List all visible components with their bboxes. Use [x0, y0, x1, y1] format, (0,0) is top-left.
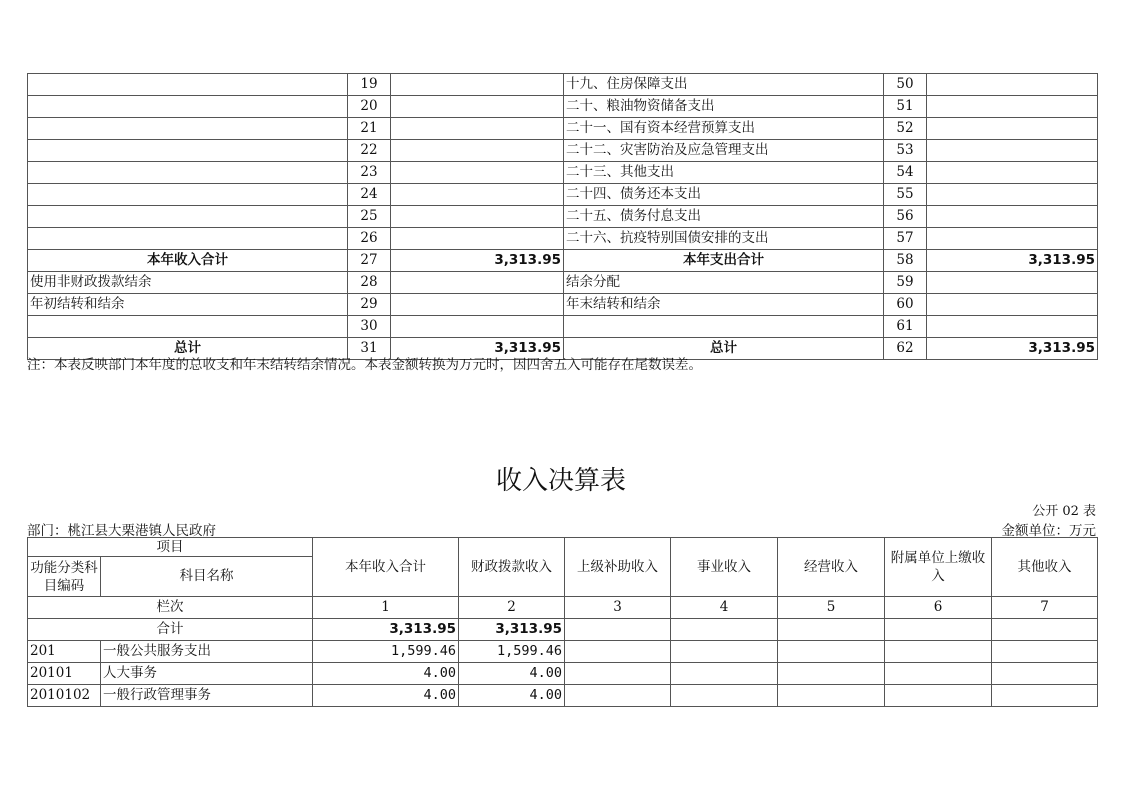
amount-value: [992, 663, 1098, 685]
left-line-number: 24: [348, 184, 391, 206]
total-value: [565, 619, 671, 641]
total-value: [778, 619, 885, 641]
amount-value: 4.00: [459, 685, 565, 707]
left-amount: [391, 272, 564, 294]
column-index: 5: [778, 597, 885, 619]
right-amount: [927, 184, 1098, 206]
amount-value: [671, 641, 778, 663]
table-row: [28, 641, 1098, 663]
right-line-number: 62: [884, 338, 927, 360]
total-value: [992, 619, 1098, 641]
total-row: [28, 619, 1098, 641]
right-line-number: 60: [884, 294, 927, 316]
table-row: [28, 316, 1098, 338]
left-amount: [391, 316, 564, 338]
left-amount: [391, 118, 564, 140]
left-item-label: 使用非财政拨款结余: [28, 272, 348, 294]
col-header-operating: 经营收入: [778, 538, 885, 597]
right-item-label: 二十五、债务付息支出: [564, 206, 884, 228]
left-line-number: 20: [348, 96, 391, 118]
amount-value: [885, 685, 992, 707]
function-code: 201: [28, 641, 101, 663]
right-line-number: 53: [884, 140, 927, 162]
total-value: 3,313.95: [313, 619, 459, 641]
right-amount: 3,313.95: [927, 250, 1098, 272]
amount-value: 1,599.46: [313, 641, 459, 663]
right-item-label: 结余分配: [564, 272, 884, 294]
table-row: [28, 162, 1098, 184]
left-amount: [391, 228, 564, 250]
table-row: [28, 663, 1098, 685]
right-amount: [927, 74, 1098, 96]
left-item-label: 总计: [28, 338, 348, 360]
column-index: 7: [992, 597, 1098, 619]
left-amount: [391, 140, 564, 162]
table-row: [28, 250, 1098, 272]
column-index-row: [28, 597, 1098, 619]
right-item-label: 二十一、国有资本经营预算支出: [564, 118, 884, 140]
col-header-superior-subsidy: 上级补助收入: [565, 538, 671, 597]
amount-value: [671, 685, 778, 707]
amount-unit-label: 金额单位：万元: [1001, 523, 1096, 539]
right-item-label: 本年支出合计: [564, 250, 884, 272]
left-item-label: [28, 96, 348, 118]
amount-value: 4.00: [313, 663, 459, 685]
left-item-label: [28, 228, 348, 250]
total-value: [885, 619, 992, 641]
col-header-other: 其他收入: [992, 538, 1098, 597]
right-item-label: 二十、粮油物资储备支出: [564, 96, 884, 118]
income-expense-summary-table: [27, 73, 1098, 360]
right-amount: [927, 162, 1098, 184]
left-item-label: [28, 316, 348, 338]
amount-value: 4.00: [313, 685, 459, 707]
table-row: [28, 74, 1098, 96]
right-item-label: 总计: [564, 338, 884, 360]
left-amount: [391, 74, 564, 96]
right-line-number: 56: [884, 206, 927, 228]
total-value: 3,313.95: [459, 619, 565, 641]
right-item-label: 二十六、抗疫特别国债安排的支出: [564, 228, 884, 250]
right-line-number: 50: [884, 74, 927, 96]
column-index: 4: [671, 597, 778, 619]
left-line-number: 25: [348, 206, 391, 228]
name-header: 科目名称: [101, 557, 313, 597]
left-line-number: 23: [348, 162, 391, 184]
left-item-label: 本年收入合计: [28, 250, 348, 272]
left-line-number: 21: [348, 118, 391, 140]
amount-value: [992, 685, 1098, 707]
left-item-label: 年初结转和结余: [28, 294, 348, 316]
table-note: 注：本表反映部门本年度的总收支和年末结转结余情况。本表金额转换为万元时，因四舍五入可能存在尾数误差。: [27, 357, 702, 373]
left-amount: 3,313.95: [391, 250, 564, 272]
right-amount: [927, 272, 1098, 294]
column-index: 1: [313, 597, 459, 619]
amount-value: [885, 663, 992, 685]
right-item-label: 二十三、其他支出: [564, 162, 884, 184]
left-item-label: [28, 74, 348, 96]
subject-name: 一般公共服务支出: [101, 641, 313, 663]
amount-value: [778, 641, 885, 663]
right-item-label: 十九、住房保障支出: [564, 74, 884, 96]
left-amount: [391, 96, 564, 118]
left-line-number: 31: [348, 338, 391, 360]
function-code: 2010102: [28, 685, 101, 707]
column-index: 2: [459, 597, 565, 619]
table-row: [28, 184, 1098, 206]
left-line-number: 30: [348, 316, 391, 338]
amount-value: 4.00: [459, 663, 565, 685]
left-line-number: 27: [348, 250, 391, 272]
function-code: 20101: [28, 663, 101, 685]
table-row: [28, 140, 1098, 162]
table-row: [28, 206, 1098, 228]
right-amount: [927, 206, 1098, 228]
right-amount: [927, 316, 1098, 338]
amount-value: [778, 685, 885, 707]
amount-value: [778, 663, 885, 685]
table-row: [28, 272, 1098, 294]
right-amount: [927, 228, 1098, 250]
right-line-number: 54: [884, 162, 927, 184]
right-line-number: 51: [884, 96, 927, 118]
right-line-number: 52: [884, 118, 927, 140]
amount-value: [565, 685, 671, 707]
amount-value: [565, 641, 671, 663]
column-index-label: 栏次: [28, 597, 313, 619]
left-amount: 3,313.95: [391, 338, 564, 360]
table-row: [28, 294, 1098, 316]
amount-value: [885, 641, 992, 663]
left-line-number: 19: [348, 74, 391, 96]
left-item-label: [28, 206, 348, 228]
right-amount: [927, 294, 1098, 316]
left-item-label: [28, 184, 348, 206]
col-header-total: 本年收入合计: [313, 538, 459, 597]
amount-value: [565, 663, 671, 685]
right-line-number: 55: [884, 184, 927, 206]
table-row: [28, 685, 1098, 707]
header-row: [28, 538, 1098, 557]
col-header-business: 事业收入: [671, 538, 778, 597]
amount-value: [671, 663, 778, 685]
left-item-label: [28, 162, 348, 184]
left-line-number: 26: [348, 228, 391, 250]
right-amount: [927, 96, 1098, 118]
department-label: 部门：桃江县大栗港镇人民政府: [27, 523, 216, 539]
right-item-label: [564, 316, 884, 338]
left-line-number: 28: [348, 272, 391, 294]
right-line-number: 61: [884, 316, 927, 338]
col-header-affiliated: 附属单位上缴收入: [885, 538, 992, 597]
subject-name: 人大事务: [101, 663, 313, 685]
table-row: [28, 96, 1098, 118]
col-header-fiscal: 财政拨款收入: [459, 538, 565, 597]
right-item-label: 年末结转和结余: [564, 294, 884, 316]
table-row: [28, 118, 1098, 140]
left-amount: [391, 184, 564, 206]
left-amount: [391, 294, 564, 316]
right-item-label: 二十二、灾害防治及应急管理支出: [564, 140, 884, 162]
column-index: 6: [885, 597, 992, 619]
left-item-label: [28, 140, 348, 162]
right-amount: [927, 140, 1098, 162]
form-number: 公开 02 表: [1032, 504, 1096, 519]
left-amount: [391, 206, 564, 228]
income-final-accounts-table: [27, 537, 1098, 707]
item-header: 项目: [28, 538, 313, 557]
column-index: 3: [565, 597, 671, 619]
right-line-number: 58: [884, 250, 927, 272]
right-line-number: 59: [884, 272, 927, 294]
subject-name: 一般行政管理事务: [101, 685, 313, 707]
left-amount: [391, 162, 564, 184]
left-line-number: 22: [348, 140, 391, 162]
code-header: 功能分类科目编码: [28, 557, 101, 597]
page-title: 收入决算表: [495, 466, 626, 496]
right-amount: [927, 118, 1098, 140]
table-row: [28, 228, 1098, 250]
left-item-label: [28, 118, 348, 140]
total-value: [671, 619, 778, 641]
right-amount: 3,313.95: [927, 338, 1098, 360]
total-label: 合计: [28, 619, 313, 641]
amount-value: 1,599.46: [459, 641, 565, 663]
right-line-number: 57: [884, 228, 927, 250]
left-line-number: 29: [348, 294, 391, 316]
right-item-label: 二十四、债务还本支出: [564, 184, 884, 206]
amount-value: [992, 641, 1098, 663]
